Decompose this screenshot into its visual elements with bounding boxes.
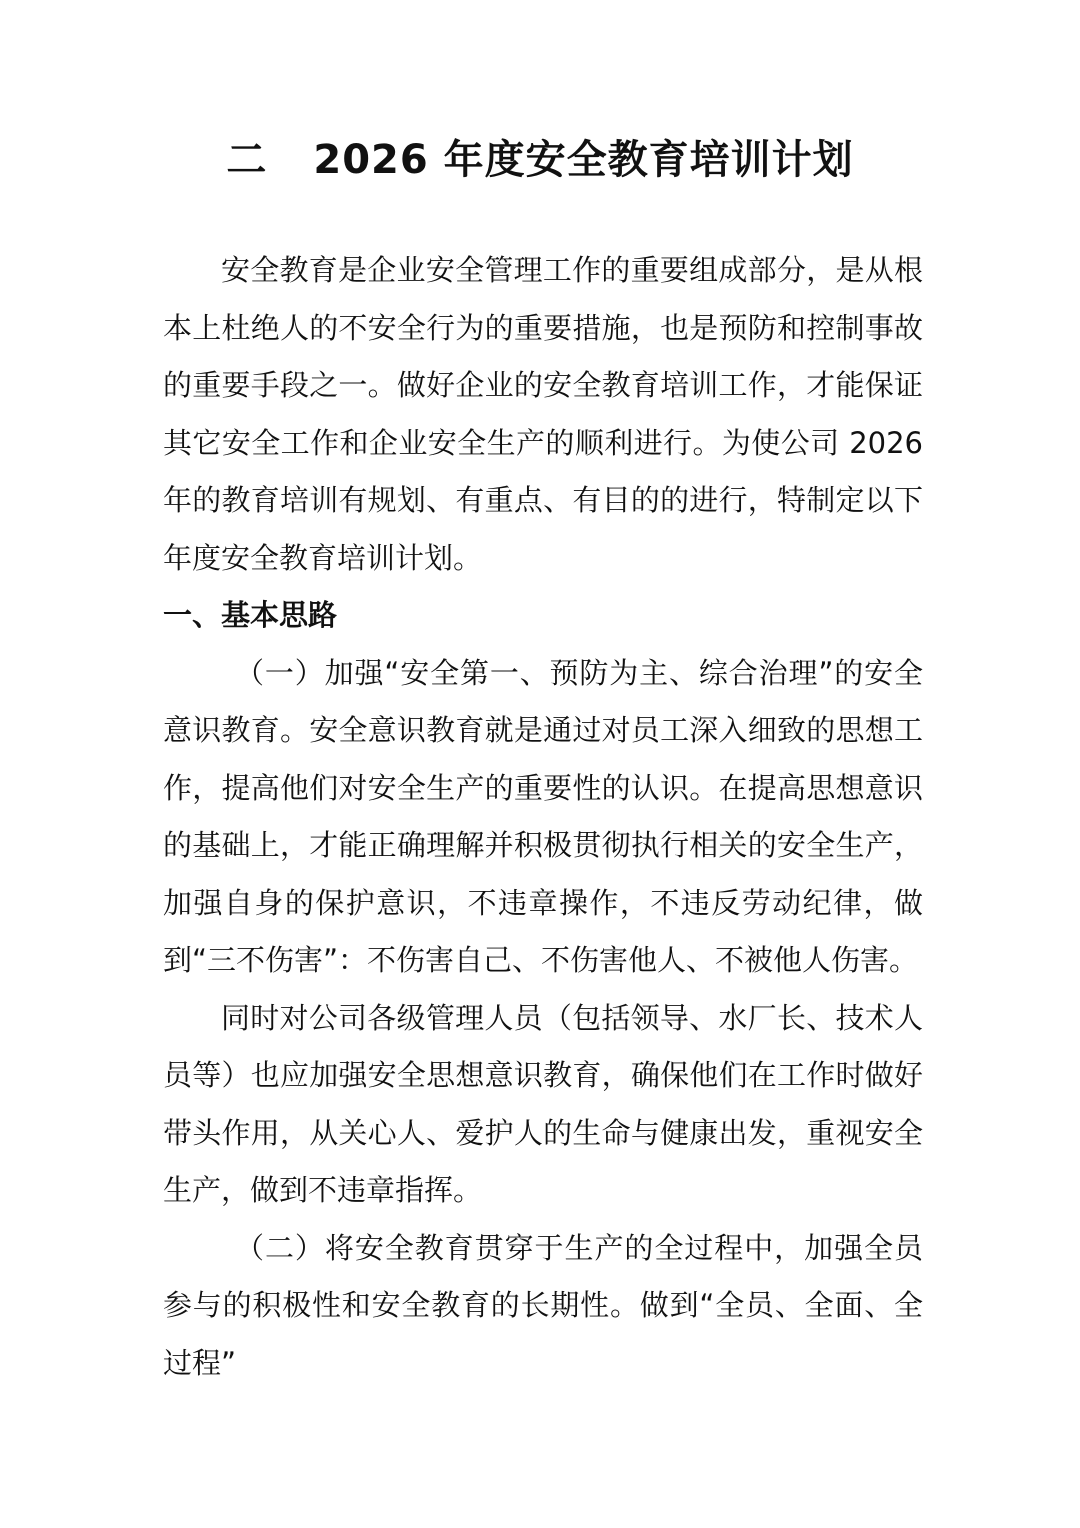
managers-paragraph: 同时对公司各级管理人员（包括领导、水厂长、技术人员等）也应加强安全思想意识教育，确保他们在工作时做好带头作用，从关心人、爱护人的生命与健康出发，重视安全生产，做到不违章指挥。 — [163, 1000, 923, 1207]
section-heading-basic-approach: 一、基本思路 — [163, 598, 338, 632]
title-text: 2026 年度安全教育培训计划 — [313, 137, 854, 183]
intro-paragraph: 安全教育是企业安全管理工作的重要组成部分，是从根本上杜绝人的不安全行为的重要措施，也是预防和控制事故的重要手段之一。做好企业的安全教育培训工作，才能保证其它安全工作和企业安全生产的顺利进行。为使公司 2026 年的教育培训有规划、有重点、有目的的进行，特制定以下年度安全教育培训计划。 — [163, 253, 923, 575]
title-number: 二 — [226, 137, 268, 183]
document-body — [163, 242, 923, 1392]
item-one-paragraph: （一）加强“安全第一、预防为主、综合治理”的安全意识教育。安全意识教育就是通过对员工深入细致的思想工作，提高他们对安全生产的重要性的认识。在提高思想意识的基础上，才能正确理解并积极贯彻执行相关的安全生产，加强自身的保护意识，不违章操作，不违反劳动纪律，做到“三不伤害”：不伤害自己、不伤害他人、不被他人伤害。 — [163, 655, 923, 977]
page-title — [0, 130, 1080, 190]
item-two-paragraph: （二）将安全教育贯穿于生产的全过程中，加强全员参与的积极性和安全教育的长期性。做到“全员、全面、全过程” — [163, 1230, 923, 1380]
